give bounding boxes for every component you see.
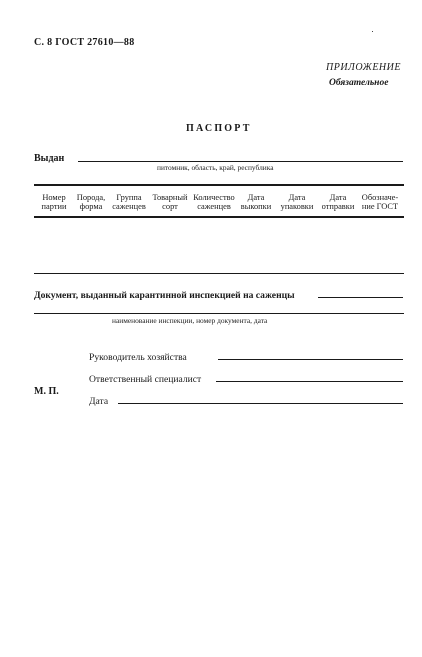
quarantine-caption: наименование инспекции, номер документа, дата: [112, 316, 268, 325]
scan-speck: [372, 31, 373, 32]
issued-label: Выдан: [34, 153, 65, 164]
appendix-subtitle: Обязательное: [329, 78, 389, 88]
specialist-label: Ответственный специалист: [89, 374, 202, 385]
col-dispatch-date: Дата отправки: [321, 193, 355, 211]
date-label: Дата: [89, 396, 109, 407]
col-packing-date: Дата упаковки: [280, 193, 314, 211]
specialist-sign-line: [216, 381, 403, 382]
document-title: ПАСПОРТ: [186, 123, 252, 134]
date-sign-line: [118, 403, 403, 404]
col-breed-form: Порода, форма: [76, 193, 106, 211]
quarantine-fill-line: [318, 297, 403, 298]
quarantine-label: Документ, выданный карантинной инспекцией на саженцы: [34, 290, 295, 301]
col-seedling-group: Группа саженцев: [112, 193, 146, 211]
col-gost-designation: Обозначе- ние ГОСТ: [361, 193, 399, 211]
col-commercial-grade: Товарный сорт: [152, 193, 188, 211]
issued-caption: питомник, область, край, республика: [157, 163, 274, 172]
appendix-title: ПРИЛОЖЕНИЕ: [326, 62, 401, 73]
issued-fill-line: [78, 161, 403, 162]
col-batch-number: Номер партии: [41, 193, 67, 211]
quarantine-second-line: [34, 313, 404, 314]
stamp-label: М. П.: [34, 386, 59, 397]
table-top-rule: [34, 184, 404, 186]
head-of-farm-sign-line: [218, 359, 403, 360]
table-bottom-rule: [34, 273, 404, 274]
col-seedling-count: Количество саженцев: [193, 193, 235, 211]
head-of-farm-label: Руководитель хозяйства: [89, 352, 187, 363]
table-header-rule: [34, 216, 404, 218]
page-reference: С. 8 ГОСТ 27610—88: [34, 37, 135, 48]
col-digging-date: Дата выкопки: [240, 193, 272, 211]
